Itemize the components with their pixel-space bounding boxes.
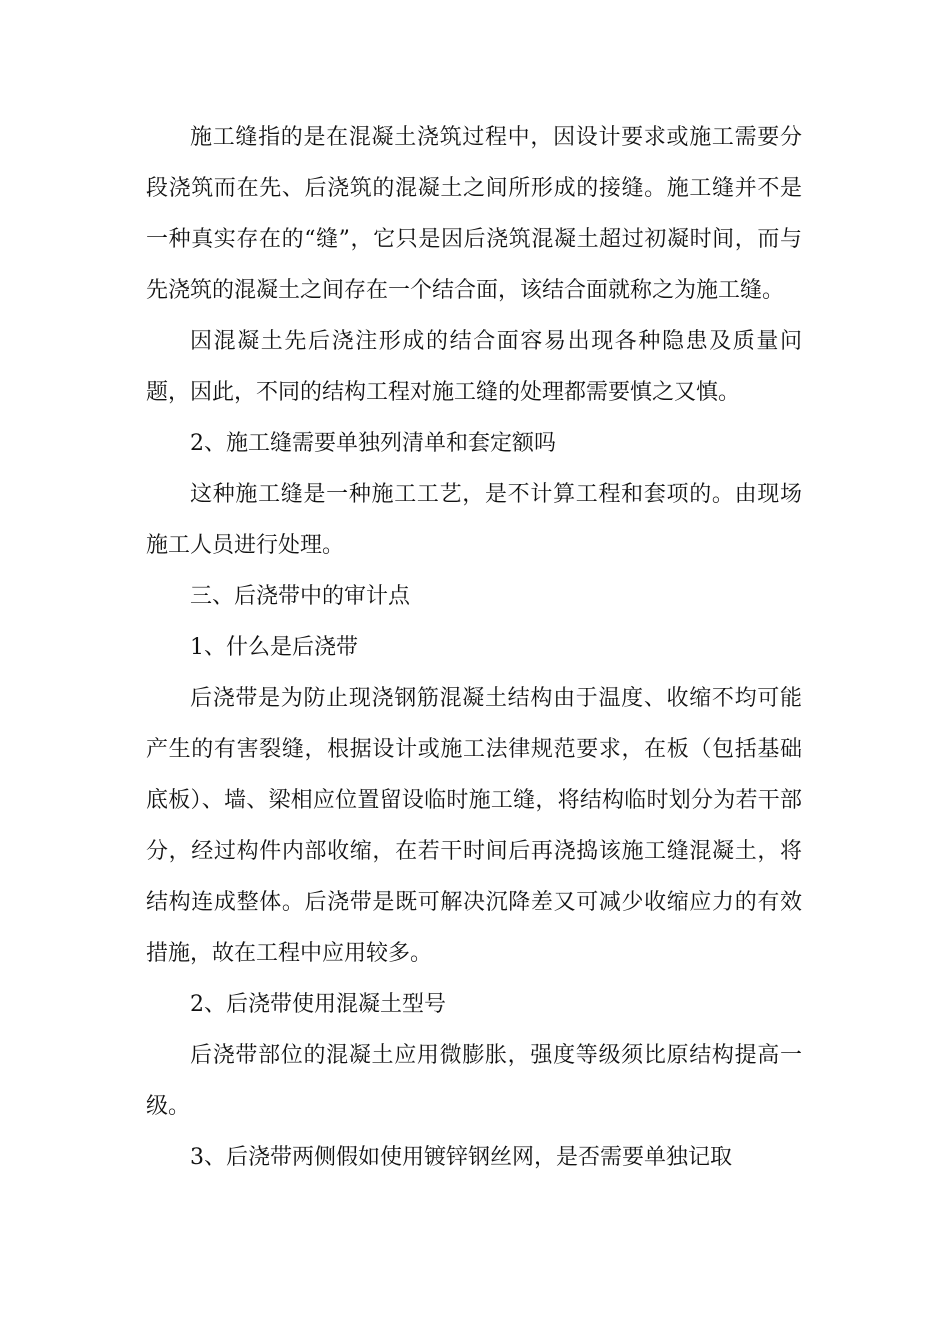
document-body bbox=[146, 112, 802, 1183]
paragraph-post-pour-strip-definition: 后浇带是为防止现浇钢筋混凝土结构由于温度、收缩不均可能产生的有害裂缝，根据设计或施工法律规范要求，在板（包括基础底板）、墙、梁相应位置留设临时施工缝，将结构临时划分为若干部分，经过构件内部收缩，在若干时间后再浇捣该施工缝混凝土，将结构连成整体。后浇带是既可解决沉降差又可减少收缩应力的有效措施，故在工程中应用较多。 bbox=[146, 686, 802, 966]
heading-joint-billing-question: 2、施工缝需要单独列清单和套定额吗 bbox=[190, 431, 556, 456]
heading-concrete-grade: 2、后浇带使用混凝土型号 bbox=[190, 992, 446, 1017]
paragraph-joint-quality-risk: 因混凝土先后浇注形成的结合面容易出现各种隐患及质量问题，因此，不同的结构工程对施工缝的处理都需要慎之又慎。 bbox=[146, 329, 802, 405]
section-heading-post-pour-strip-audit: 三、后浇带中的审计点 bbox=[190, 584, 411, 609]
paragraph-construction-joint-definition: 施工缝指的是在混凝土浇筑过程中，因设计要求或施工需要分段浇筑而在先、后浇筑的混凝土之间所形成的接缝。施工缝并不是一种真实存在的“缝”，它只是因后浇筑混凝土超过初凝时间，而与先浇筑的混凝土之间存在一个结合面，该结合面就称之为施工缝。 bbox=[146, 125, 802, 303]
heading-wire-mesh-question: 3、后浇带两侧假如使用镀锌钢丝网，是否需要单独记取 bbox=[190, 1145, 732, 1170]
paragraph-joint-billing-answer: 这种施工缝是一种施工工艺，是不计算工程和套项的。由现场施工人员进行处理。 bbox=[146, 482, 802, 558]
heading-what-is-post-pour-strip: 1、什么是后浇带 bbox=[190, 635, 358, 660]
paragraph-concrete-grade-answer: 后浇带部位的混凝土应用微膨胀，强度等级须比原结构提高一级。 bbox=[146, 1043, 802, 1119]
